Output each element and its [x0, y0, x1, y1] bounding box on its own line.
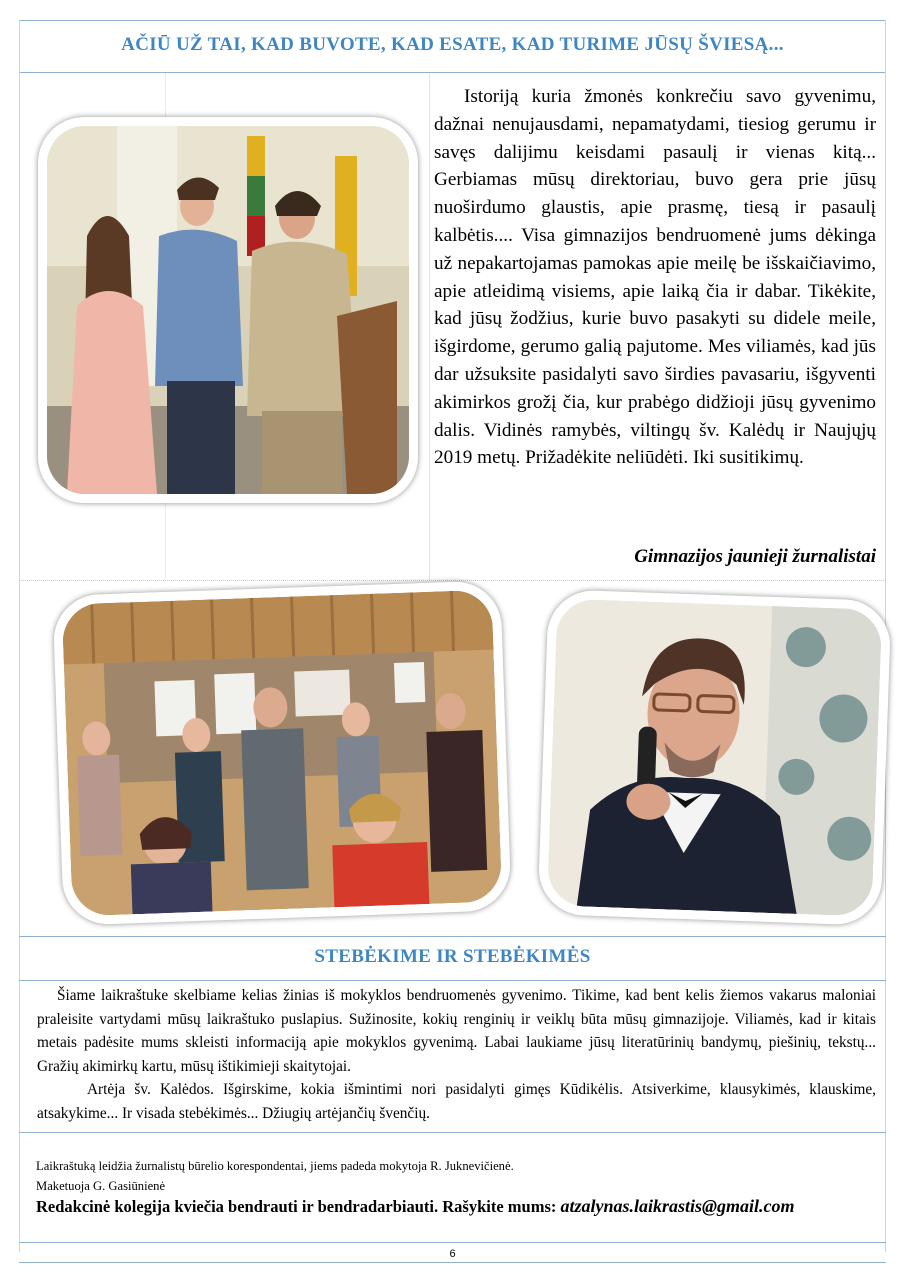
- photo-speakers: [38, 117, 418, 503]
- section2-title: STEBĖKIME IR STEBĖKIMĖS: [314, 946, 591, 967]
- credits-line-1: Laikraštuką leidžia žurnalistų būrelio korespondentai, jiems padeda mokytoja R. Juknevičienė.: [36, 1159, 514, 1173]
- footer-bottom-rule: [19, 1242, 886, 1243]
- page-number: 6: [449, 1248, 456, 1260]
- section2-title-rule: [19, 980, 886, 981]
- section2-top-rule: [19, 936, 886, 937]
- title-rule: [19, 72, 886, 73]
- story-signature: Gimnazijos jaunieji žurnalistai: [634, 546, 876, 567]
- contact-text: Redakcinė kolegija kviečia bendrauti ir bendradarbiauti. Rašykite mums:: [36, 1197, 557, 1216]
- top-rule: [19, 20, 886, 21]
- left-border: [19, 20, 20, 1252]
- credits: [36, 1156, 514, 1196]
- photo-audience: [52, 580, 511, 925]
- story-paragraph: Istoriją kuria žmonės konkrečiu savo gyvenimu, dažnai nenujausdami, nepamatydami, tiesiog gerumu ir savęs dalijimu keisdami pasaulį ir vienas kitą... Gerbiamas mūsų direktoriau, buvo gera prie jūsų nuoširdumo glaustis, apie prasmę, tiesą ir pasaulį kalbėtis.... Visa gimnazijos bendruomenė jums dėkinga už nepakartojamas pamokas apie meilę be išskaičiavimo, apie atleidimą visiems, apie laiką čia ir dabar. Tikėkite, kad jūsų žodžius, kurie buvo pasakyti su didele meile, išgirdome, gerumo galią pajutome. Mes viliamės, kad jūs dar užsuksite pasidalyti savo širdies pavasariu, išgyventi akimirkos grožį čia, kur prabėgo didžioji jūsų gyvenimo dalis. Vidinės ramybės, viltingų šv. Kalėdų ir Naujųjų 2019 metų. Prižadėkite neliūdėti. Iki susitikimų.: [434, 86, 876, 469]
- column-divider: [429, 73, 430, 580]
- section2-paragraph-1: Šiame laikraštuke skelbiame kelias žinias iš mokyklos bendruomenės gyvenimo. Tikime, kad bent kelis žiemos vakarus maloniai praleisite vartydami mūsų laikraštuko puslapius. Sužinosite, kokių renginių ir veiklų būta mūsų gimnazijoje. Viliamės, kad ir kitais metais padėsite mums skleisti informaciją apie mokyklos gyvenimą. Labai laukiame jūsų literatūrinių bandymų, piešinių, tekstų... Gražių akimirkų kartu, mūsų ištikimieji skaitytojai.: [37, 987, 876, 1075]
- credits-line-2: Maketuoja G. Gasiūnienė: [36, 1179, 166, 1193]
- mid-divider: [19, 580, 886, 581]
- story-text: [434, 83, 876, 472]
- page-bottom-rule: [19, 1262, 886, 1263]
- contact-email-link[interactable]: atzalynas.laikrastis@gmail.com: [560, 1196, 795, 1216]
- page-title: AČIŪ UŽ TAI, KAD BUVOTE, KAD ESATE, KAD TURIME JŪSŲ ŠVIESĄ...: [121, 34, 784, 55]
- photo-speaker-portrait: [537, 589, 891, 926]
- footer-top-rule: [19, 1132, 886, 1133]
- section2-paragraph-2: Artėja šv. Kalėdos. Išgirskime, kokia išmintimi nori pasidalyti gimęs Kūdikėlis. Atsiverkime, klausykimės, klauskime, atsakykime... Ir visada stebėkimės... Džiugių artėjančių švenčių.: [37, 1081, 876, 1122]
- section2-text: [37, 984, 876, 1125]
- contact-line: [36, 1196, 795, 1217]
